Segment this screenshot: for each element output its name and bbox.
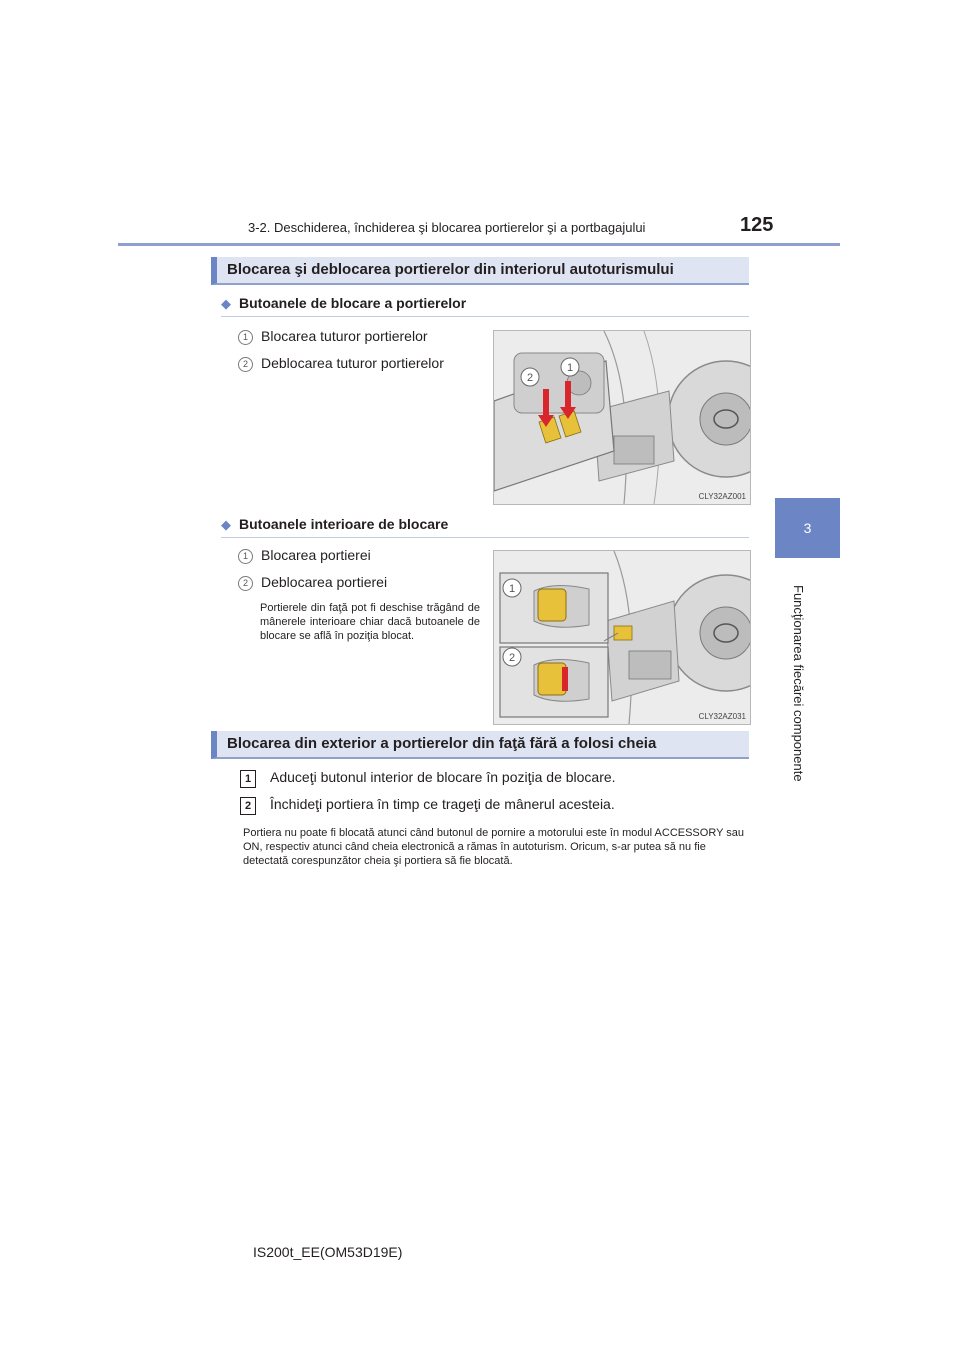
item-text: Deblocarea portierei — [261, 574, 388, 590]
figure-code: CLY32AZ001 — [698, 492, 746, 501]
door-lock-switch-illustration — [493, 330, 751, 505]
list-item — [238, 354, 444, 372]
item-text: Deblocarea tuturor portierelor — [261, 355, 444, 371]
callout-number: 1 — [238, 330, 253, 345]
interior-lock-button-illustration — [493, 550, 751, 725]
subsection-label: Butoanele de blocare a portierelor — [239, 295, 467, 311]
callout-label: 2 — [508, 652, 516, 664]
chapter-title: Funcţionarea fiecărei componente — [791, 585, 806, 782]
figure-code: CLY32AZ031 — [698, 712, 746, 721]
section-title: Blocarea şi deblocarea portierelor din interiorul autoturismului — [211, 257, 749, 285]
step-number: 1 — [240, 770, 256, 788]
model-code: IS200t_EE(OM53D19E) — [253, 1244, 403, 1260]
list-item — [238, 327, 428, 345]
item-text: Blocarea tuturor portierelor — [261, 328, 428, 344]
callout-label: 2 — [526, 372, 534, 384]
subsection-title — [221, 292, 749, 317]
section-title: Blocarea din exterior a portierelor din faţă fără a folosi cheia — [211, 731, 749, 759]
callout-number: 1 — [238, 549, 253, 564]
header-rule — [118, 243, 840, 246]
step-number: 2 — [240, 797, 256, 815]
chapter-number: 3 — [803, 520, 812, 536]
callout-label: 1 — [566, 362, 574, 374]
callout-number: 2 — [238, 357, 253, 372]
diamond-bullet-icon: ◆ — [221, 517, 231, 532]
list-item — [238, 546, 371, 564]
diamond-bullet-icon: ◆ — [221, 296, 231, 311]
list-item — [238, 573, 387, 591]
note-text: Portiera nu poate fi blocată atunci când butonul de pornire a motorului este în modul ACCESSORY sau ON, respectiv atunci când cheia electronică a rămas în autoturism. Oricum, s-ar putea să nu fie detectată corespunzător cheia şi portiera să fie blocată. — [243, 827, 745, 867]
step-text: Aduceţi butonul interior de blocare în poziţia de blocare. — [270, 769, 616, 785]
subsection-label: Butoanele interioare de blocare — [239, 516, 449, 532]
running-header: 3-2. Deschiderea, închiderea şi blocarea portierelor şi a portbagajului — [248, 220, 646, 235]
callout-number: 2 — [238, 576, 253, 591]
note-text: Portierele din faţă pot fi deschise trăgând de mânerele interioare chiar dacă butoanele de blocare se află în poziţia blocat. — [260, 602, 480, 642]
callout-label: 1 — [508, 583, 516, 595]
item-text: Blocarea portierei — [261, 547, 371, 563]
door-lock-switch-drawing — [494, 331, 750, 504]
interior-lock-button-drawing — [494, 551, 750, 724]
step-item — [240, 795, 615, 815]
page-number: 125 — [740, 214, 774, 236]
step-text: Închideţi portiera în timp ce trageţi de mânerul acesteia. — [270, 796, 615, 812]
chapter-tab — [775, 498, 840, 558]
step-item — [240, 768, 616, 788]
subsection-title — [221, 513, 749, 538]
